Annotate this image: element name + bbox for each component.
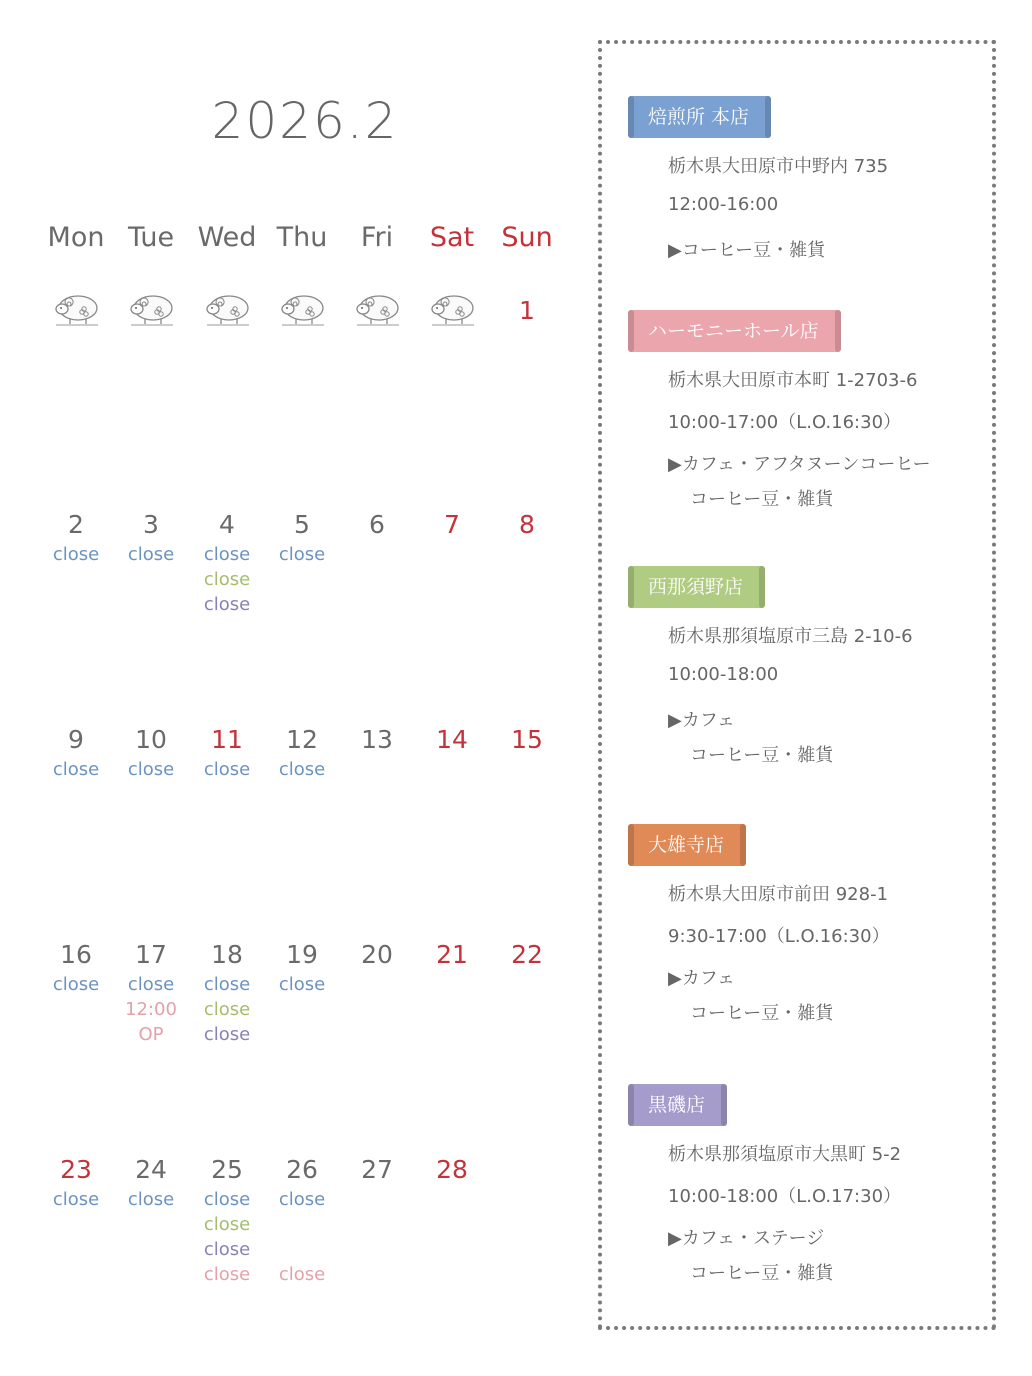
day-note: close (52, 544, 100, 565)
day-notes (37, 757, 115, 782)
store-services: コーヒー豆・雑貨 (690, 1003, 834, 1024)
day-number: 22 (511, 940, 543, 969)
store-services: ▶カフェ・ステージ (668, 1228, 825, 1249)
day-note: close (203, 594, 251, 615)
day-note: close (278, 974, 326, 995)
day-note: close (52, 1189, 100, 1210)
store-services: コーヒー豆・雑貨 (690, 745, 834, 766)
day-notes (112, 542, 190, 567)
day-notes (37, 542, 115, 567)
day-number: 14 (436, 725, 468, 754)
store-name-tab: 黒磯店 (628, 1084, 727, 1126)
day-number: 4 (219, 510, 235, 539)
day-note: close (127, 759, 175, 780)
store-services: ▶カフェ (668, 968, 735, 989)
day-number: 26 (286, 1155, 318, 1184)
store-hours: 12:00-16:00 (668, 194, 779, 215)
day-note: close (203, 1189, 251, 1210)
day-note: 12:00 (125, 999, 177, 1020)
calendar-title: 2026.2 (211, 92, 399, 150)
day-number: 10 (135, 725, 167, 754)
weekday-mon: Mon (47, 222, 105, 253)
day-note: close (203, 1214, 251, 1235)
day-note: close (278, 1264, 326, 1285)
day-number: 28 (436, 1155, 468, 1184)
day-note: close (52, 759, 100, 780)
day-number: 19 (286, 940, 318, 969)
day-note: close (127, 974, 175, 995)
day-number: 7 (444, 510, 460, 539)
store-hours: 10:00-18:00 (668, 664, 779, 685)
day-note: close (52, 974, 100, 995)
day-notes (263, 972, 341, 997)
day-number: 15 (511, 725, 543, 754)
day-notes (37, 972, 115, 997)
store-address: 栃木県大田原市中野内 735 (668, 156, 889, 177)
day-note: close (127, 544, 175, 565)
day-note: close (203, 759, 251, 780)
day-number: 11 (211, 725, 243, 754)
sheep-icon (428, 292, 476, 328)
day-notes (188, 1187, 266, 1287)
weekday-tue: Tue (127, 222, 175, 253)
day-number: 12 (286, 725, 318, 754)
sheep-icon (203, 292, 251, 328)
day-number: 27 (361, 1155, 393, 1184)
day-number: 9 (68, 725, 84, 754)
store-address: 栃木県大田原市本町 1-2703-6 (668, 370, 918, 391)
store-name-tab: 大雄寺店 (628, 824, 746, 866)
store-services: ▶コーヒー豆・雑貨 (668, 240, 826, 261)
day-notes (188, 542, 266, 617)
store-hours: 10:00-18:00（L.O.17:30） (668, 1186, 902, 1207)
day-notes (263, 542, 341, 567)
weekday-sat: Sat (429, 222, 475, 253)
day-number: 17 (135, 940, 167, 969)
store-address: 栃木県那須塩原市大黒町 5-2 (668, 1144, 902, 1165)
sheep-icon (278, 292, 326, 328)
day-number: 21 (436, 940, 468, 969)
weekday-thu: Thu (276, 222, 328, 253)
day-number: 16 (60, 940, 92, 969)
day-note: close (203, 544, 251, 565)
store-services: ▶カフェ・アフタヌーンコーヒー (668, 454, 931, 475)
day-number: 20 (361, 940, 393, 969)
day-number: 2 (68, 510, 84, 539)
day-note: close (278, 1189, 326, 1210)
day-number: 25 (211, 1155, 243, 1184)
store-name-tab: 焙煎所 本店 (628, 96, 771, 138)
store-hours: 9:30-17:00（L.O.16:30） (668, 926, 890, 947)
store-name-tab: 西那須野店 (628, 566, 765, 608)
sheep-icon (127, 292, 175, 328)
day-number: 13 (361, 725, 393, 754)
day-notes (112, 757, 190, 782)
day-notes (112, 972, 190, 1047)
day-number: 18 (211, 940, 243, 969)
day-note: close (203, 1024, 251, 1045)
day-notes (37, 1187, 115, 1212)
store-address: 栃木県大田原市前田 928-1 (668, 884, 889, 905)
day-number: 23 (60, 1155, 92, 1184)
store-hours: 10:00-17:00（L.O.16:30） (668, 412, 902, 433)
store-panel (598, 40, 996, 1330)
weekday-wed: Wed (197, 222, 257, 253)
day-number: 3 (143, 510, 159, 539)
day-note: close (203, 1264, 251, 1285)
day-note: OP (138, 1024, 164, 1045)
store-address: 栃木県那須塩原市三島 2-10-6 (668, 626, 913, 647)
day-number: 8 (519, 510, 535, 539)
day-number: 1 (519, 296, 535, 325)
weekday-fri: Fri (360, 222, 394, 253)
day-note: close (203, 569, 251, 590)
day-number: 6 (369, 510, 385, 539)
day-note: close (127, 1189, 175, 1210)
day-note (263, 1237, 341, 1262)
day-number: 24 (135, 1155, 167, 1184)
day-note: close (203, 974, 251, 995)
day-note: close (203, 1239, 251, 1260)
weekday-sun: Sun (501, 222, 553, 253)
day-notes (263, 757, 341, 782)
store-services: コーヒー豆・雑貨 (690, 489, 834, 510)
day-note: close (278, 759, 326, 780)
sheep-icon (353, 292, 401, 328)
day-notes (188, 972, 266, 1047)
store-services: ▶カフェ (668, 710, 735, 731)
sheep-icon (52, 292, 100, 328)
day-number: 5 (294, 510, 310, 539)
day-note: close (203, 999, 251, 1020)
store-name-tab: ハーモニーホール店 (628, 310, 841, 352)
day-note (263, 1212, 341, 1237)
day-note: close (278, 544, 326, 565)
day-notes (188, 757, 266, 782)
day-notes (263, 1187, 341, 1287)
store-services: コーヒー豆・雑貨 (690, 1263, 834, 1284)
day-notes (112, 1187, 190, 1212)
